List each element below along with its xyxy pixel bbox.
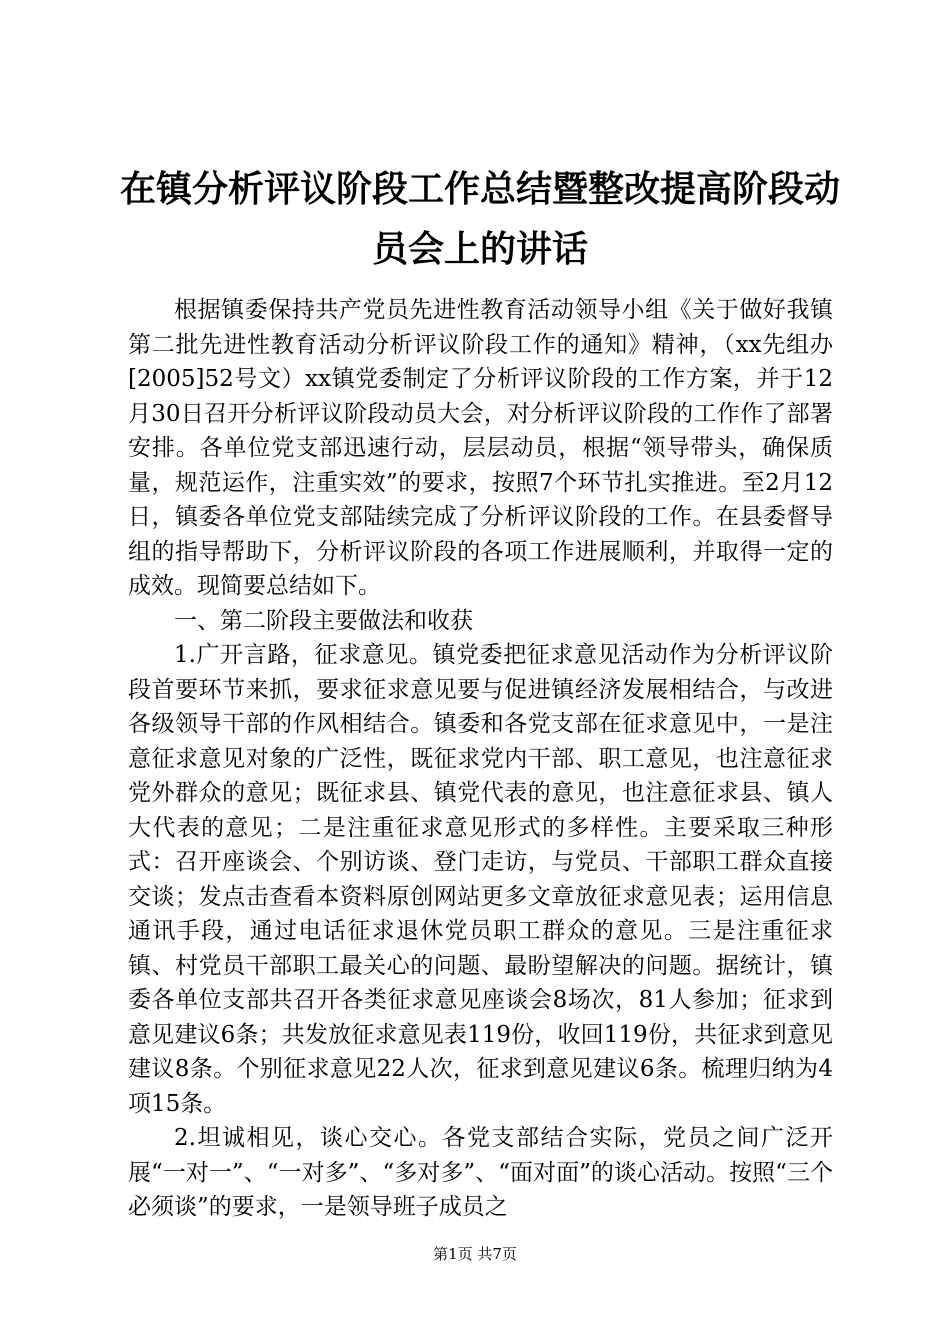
document-body xyxy=(128,293,833,1225)
paragraph-item-1: 1.广开言路，征求意见。镇党委把征求意见活动作为分析评议阶段首要环节来抓，要求征求意见要与促进镇经济发展相结合，与改进各级领导干部的作风相结合。镇委和各党支部在征求意见中，一是注意征求意见对象的广泛性，既征求党内干部、职工意见，也注意征求党外群众的意见；既征求县、镇党代表的意见，也注意征求县、镇人大代表的意见；二是注重征求意见形式的多样性。主要采取三种形式：召开座谈会、个别访谈、登门走访，与党员、干部职工群众直接交谈；发点击查看本资料原创网站更多文章放征求意见表；运用信息通讯手段，通过电话征求退休党员职工群众的意见。三是注重征求镇、村党员干部职工最关心的问题、最盼望解决的问题。据统计，镇委各单位支部共召开各类征求意见座谈会8场次，81人参加；征求到意见建议6条；共发放征求意见表119份，收回119份，共征求到意见建议8条。个别征求意见22人次，征求到意见建议6条。梳理归纳为4项15条。 xyxy=(128,642,833,1117)
paragraph-intro: 根据镇委保持共产党员先进性教育活动领导小组《关于做好我镇第二批先进性教育活动分析评议阶段工作的通知》精神，（xx先组办[2005]52号文）xx镇党委制定了分析评议阶段的工作方案，并于12月30日召开分析评议阶段动员大会，对分析评议阶段的工作作了部署安排。各单位党支部迅速行动，层层动员，根据“领导带头，确保质量，规范运作，注重实效”的要求，按照7个环节扎实推进。至2月12日，镇委各单位党支部陆续完成了分析评议阶段的工作。在县委督导组的指导帮助下，分析评议阶段的各项工作进展顺利，并取得一定的成效。现简要总结如下。 xyxy=(128,297,833,599)
section-heading: 一、第二阶段主要做法和收获 xyxy=(174,607,473,634)
page-number-footer: 第1页 共7页 xyxy=(433,1245,517,1263)
paragraph-item-2: 2.坦诚相见，谈心交心。各党支部结合实际，党员之间广泛开展“一对一”、“一对多”、“多对多”、“面对面”的谈心活动。按照“三个必须谈”的要求，一是领导班子成员之 xyxy=(128,1125,833,1220)
document-title: 在镇分析评议阶段工作总结暨整改提高阶段动员会上的讲话 xyxy=(119,169,840,270)
